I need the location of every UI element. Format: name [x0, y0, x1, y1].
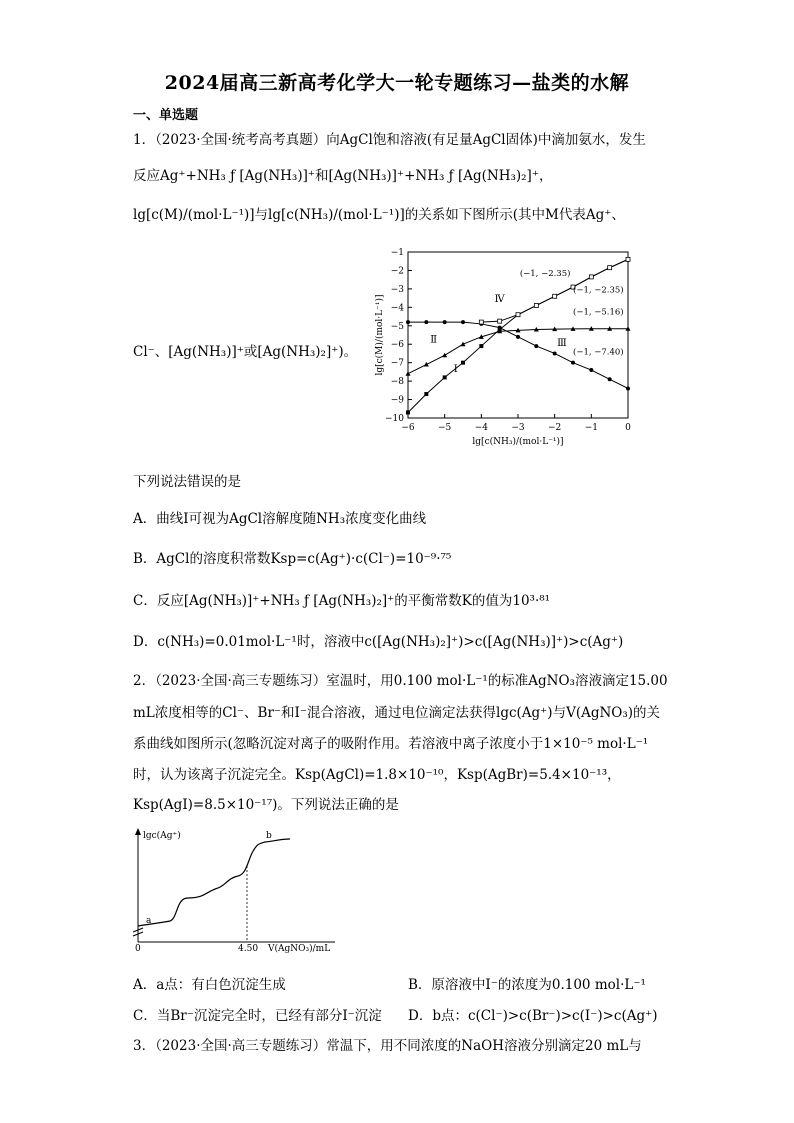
- chart1-x-tick-label: −2: [548, 423, 562, 433]
- chart1-point: [608, 266, 612, 270]
- chart1-point: [626, 386, 630, 390]
- q3-line1: 3．（2023·全国·高三专题练习）常温下，用不同浓度的NaOH溶液分别滴定20 mL与: [133, 1038, 642, 1054]
- chart1-series-label: Ⅲ: [557, 338, 567, 350]
- chart1-x-tick-label: −6: [401, 423, 415, 433]
- chart1-y-tick-label: −6: [390, 340, 404, 351]
- chart1-point: [406, 410, 410, 414]
- chart1-y-tick-label: −4: [390, 303, 404, 314]
- q1-option-c: C．反应[Ag(NH₃)]⁺+NH₃ ƒ [Ag(NH₃)₂]⁺的平衡常数K的值为10³·⁸¹: [133, 593, 551, 609]
- chart1-y-tick-label: −7: [390, 358, 404, 369]
- chart1-series-label: Ⅰ: [453, 363, 458, 375]
- q2-chart: [130, 826, 340, 954]
- chart1-point: [406, 371, 411, 376]
- section-heading: 一、单选题: [133, 108, 199, 123]
- chart1-x-label: lg[c(NH₃)/(mol·L⁻¹)]: [472, 437, 564, 447]
- q1-option-d: D．c(NH₃)=0.01mol·L⁻¹时，溶液中c([Ag(NH₃)₂]⁺)>c([Ag(NH₃)]⁺)>c(Ag⁺): [133, 634, 624, 650]
- q2-x-tick-450: 4.50: [238, 944, 259, 954]
- chart1-x-tick-label: −5: [438, 423, 452, 433]
- q2-point-b: b: [266, 831, 272, 841]
- q1-stem-line3: lg[c(M)/(mol·L⁻¹)]与lg[c(NH₃)/(mol·L⁻¹)]的关系如下图所示(其中M代表Ag⁺、: [133, 207, 625, 223]
- chart1-point: [461, 320, 465, 324]
- q2-option-a: A．a点：有白色沉淀生成: [133, 977, 286, 993]
- q1-option-a: A．曲线Ⅰ可视为AgCl溶解度随NH₃浓度变化曲线: [133, 511, 427, 527]
- chart1-point: [479, 344, 483, 348]
- chart1-point: [443, 320, 447, 324]
- chart1-point: [443, 375, 447, 379]
- chart1-point: [442, 353, 447, 358]
- chart1-point: [589, 275, 593, 279]
- chart1-annotation: (−1, −2.35): [573, 285, 624, 296]
- chart1-point: [534, 303, 538, 307]
- chart1-x-tick-label: 0: [625, 423, 631, 433]
- chart1-annotation: (−1, −2.35): [519, 268, 571, 279]
- chart1-point: [498, 319, 502, 323]
- chart1-point: [479, 320, 483, 324]
- chart1-point: [608, 377, 612, 381]
- chart1-point: [571, 361, 575, 365]
- chart1-point: [406, 320, 410, 324]
- q1-chart: [368, 242, 636, 454]
- chart1-series-label: Ⅳ: [494, 293, 505, 305]
- q1-ask: 下列说法错误的是: [133, 474, 241, 490]
- chart1-point: [553, 351, 557, 355]
- chart1-y-tick-label: −1: [390, 248, 404, 258]
- chart1-point: [461, 361, 465, 365]
- chart1-y-tick-label: −8: [390, 377, 404, 388]
- q1-stem-line4: Cl⁻、[Ag(NH₃)]⁺或[Ag(NH₃)₂]⁺)。: [133, 344, 358, 360]
- chart1-y-tick-label: −2: [390, 266, 404, 277]
- chart1-point: [516, 335, 520, 339]
- chart1-y-tick-label: −5: [390, 321, 404, 332]
- q2-line3: 系曲线如图所示(忽略沉淀对离子的吸附作用。若溶液中离子浓度小于1×10⁻⁵ mol·L⁻¹: [133, 736, 649, 752]
- chart1-point: [516, 313, 520, 317]
- chart1-point: [553, 294, 557, 298]
- q2-y-label: lgc(Ag⁺): [143, 831, 181, 841]
- q2-option-b: B．原溶液中I⁻的浓度为0.100 mol·L⁻¹: [408, 977, 646, 993]
- chart1-annotation: (−1, −7.40): [573, 347, 624, 358]
- q2-line1: 2．（2023·全国·高三专题练习）室温时，用0.100 mol·L⁻¹的标准AgNO₃溶液滴定15.00: [133, 673, 668, 689]
- q2-option-c: C．当Br⁻沉淀完全时，已经有部分I⁻沉淀: [133, 1008, 382, 1024]
- chart1-y-tick-label: −10: [385, 414, 404, 424]
- chart1-y-tick-label: −9: [390, 395, 404, 406]
- chart1-y-tick-label: −3: [390, 284, 404, 295]
- chart1-annotation: (−1, −5.16): [573, 307, 624, 318]
- q2-option-d: D．b点：c(Cl⁻)>c(Br⁻)>c(I⁻)>c(Ag⁺): [408, 1008, 658, 1024]
- q1-stem-line2: 反应Ag⁺+NH₃ ƒ [Ag(NH₃)]⁺和[Ag(NH₃)]⁺+NH₃ ƒ [Ag(NH₃)₂]⁺，: [133, 168, 553, 184]
- chart1-series-label: Ⅱ: [430, 334, 438, 346]
- chart1-point: [424, 362, 429, 367]
- chart1-x-tick-label: −4: [474, 423, 488, 433]
- q2-line4: 时，认为该离子沉淀完全。Ksp(AgCl)=1.8×10⁻¹⁰，Ksp(AgBr)=5.4×10⁻¹³，: [133, 767, 621, 783]
- chart1-x-tick-label: −3: [511, 423, 525, 433]
- chart1-point: [424, 392, 428, 396]
- page-title: 2024届高三新高考化学大一轮专题练习—盐类的水解: [164, 72, 630, 94]
- chart1-point: [626, 257, 630, 261]
- q1-stem-line1: 1．（2023·全国·统考高考真题）向AgCl饱和溶液(有足量AgCl固体)中滴加氨水，发生: [133, 132, 646, 148]
- q2-line5: Ksp(AgI)=8.5×10⁻¹⁷)。下列说法正确的是: [133, 797, 399, 813]
- q2-x-tick-0: 0: [135, 944, 141, 954]
- chart1-x-tick-label: −1: [584, 423, 598, 433]
- q2-y-arrow-icon: [135, 828, 141, 835]
- chart1-point: [589, 368, 593, 372]
- q2-titration-curve: [138, 839, 290, 926]
- chart1-point: [424, 320, 428, 324]
- q2-point-a: a: [146, 916, 152, 926]
- chart1-point: [534, 344, 538, 348]
- chart1-y-label: lg[c(M)/(mol·L⁻¹)]: [375, 294, 385, 376]
- chart1-point: [498, 326, 502, 330]
- q2-line2: mL浓度相等的Cl⁻、Br⁻和I⁻混合溶液，通过电位滴定法获得lgc(Ag⁺)与V(AgNO₃)的关: [133, 705, 661, 721]
- q1-option-b: B．AgCl的溶度积常数Ksp=c(Ag⁺)·c(Cl⁻)=10⁻⁹·⁷⁵: [133, 551, 452, 567]
- q2-x-label: V(AgNO₃)/mL: [268, 944, 331, 954]
